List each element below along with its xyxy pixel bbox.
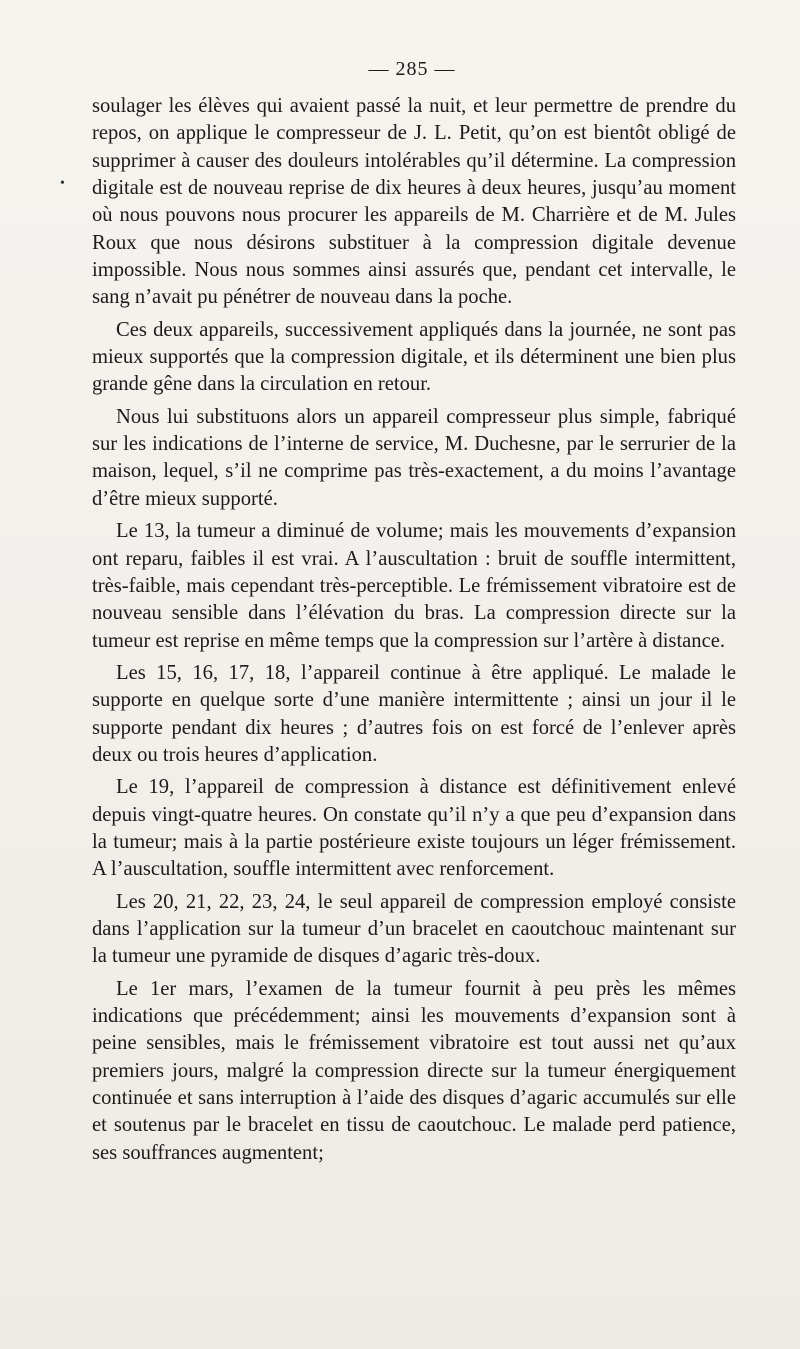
- margin-dot-mark: •: [60, 176, 65, 191]
- paragraph-8: Le 1er mars, l’examen de la tumeur fournit à peu près les mêmes indications que précédemment; ainsi les mouvements d’expansion sont à peine sensibles, mais le frémissement vibratoire est tout aussi net qu’aux premiers jours, malgré la compression directe sur la tumeur énergiquement continuée et sans interruption à l’aide des disques d’agaric accumulés sur elle et soutenus par le bracelet en tissu de caoutchouc. Le malade perd patience, ses souffrances augmentent;: [92, 977, 736, 1164]
- paragraph-2: Ces deux appareils, successivement appliqués dans la journée, ne sont pas mieux supportés que la compression digitale, et ils déterminent une bien plus grande gêne dans la circulation en retour.: [92, 318, 736, 396]
- paragraph-1: soulager les élèves qui avaient passé la nuit, et leur permettre de prendre du repos, on applique le compresseur de J. L. Petit, qu’on est bientôt obligé de supprimer à causer des douleurs intolérables qu’il détermine. La compression digitale est de nouveau reprise de dix heures à deux heures, jusqu’au moment où nous pouvons nous procurer les appareils de M. Charrière et de M. Jules Roux que nous désirons substituer à la compression digitale devenue impossible. Nous nous sommes ainsi assurés que, pendant cet intervalle, le sang n’avait pu pénétrer de nouveau dans la poche.: [92, 95, 736, 309]
- paragraph-6: Le 19, l’appareil de compression à distance est définitivement enlevé depuis vingt-quatre heures. On constate qu’il n’y a que peu d’expansion dans la tumeur; mais à la partie postérieure existe toujours un léger frémissement. A l’auscultation, souffle intermittent avec renforcement.: [92, 776, 736, 881]
- paragraph-3: Nous lui substituons alors un appareil compresseur plus simple, fabriqué sur les indications de l’interne de service, M. Duchesne, par le serrurier de la maison, lequel, s’il ne comprime pas très-exactement, a du moins l’avantage d’être mieux supporté.: [92, 405, 736, 510]
- page-number: — 285 —: [368, 58, 456, 80]
- paragraph-4: Le 13, la tumeur a diminué de volume; mais les mouvements d’expansion ont reparu, faibles il est vrai. A l’auscultation : bruit de souffle intermittent, très-faible, mais cependant très-perceptible. Le frémissement vibratoire est de nouveau sensible dans l’élévation du bras. La compression directe sur la tumeur est reprise en même temps que la compression sur l’artère à distance.: [92, 520, 736, 652]
- paragraph-5: Les 15, 16, 17, 18, l’appareil continue à être appliqué. Le malade le supporte en quelque sorte d’une manière intermittente ; ainsi un jour il le supporte pendant dix heures ; d’autres fois on est forcé de l’enlever après deux ou trois heures d’application.: [92, 661, 736, 766]
- paragraph-7: Les 20, 21, 22, 23, 24, le seul appareil de compression employé consiste dans l’application sur la tumeur d’un bracelet en caoutchouc maintenant sur la tumeur une pyramide de disques d’agaric très-doux.: [92, 890, 736, 968]
- page-body: [92, 93, 736, 1167]
